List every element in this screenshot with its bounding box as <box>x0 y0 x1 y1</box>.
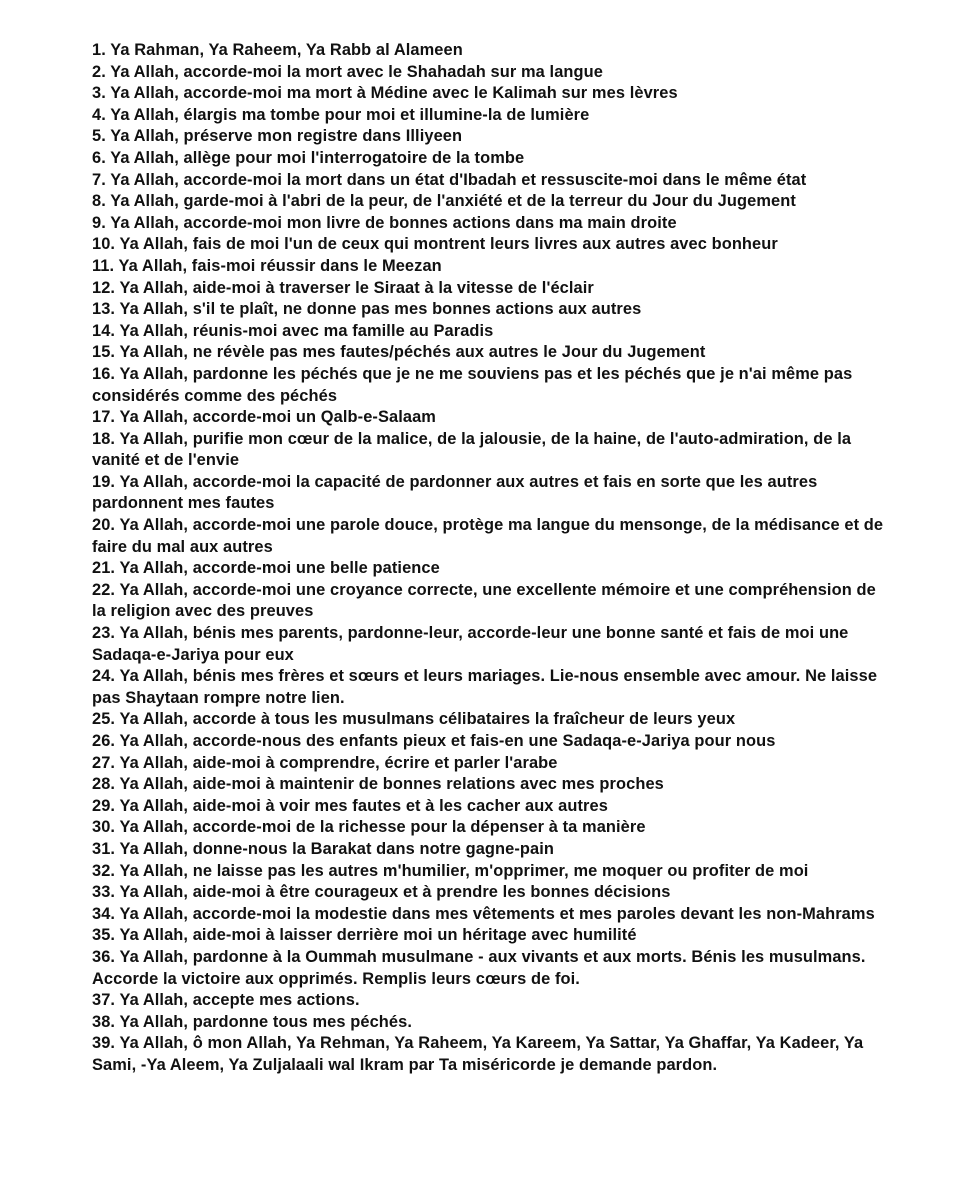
dua-item-17: 17. Ya Allah, accorde-moi un Qalb-e-Salaam <box>92 408 436 427</box>
dua-item-4: 4. Ya Allah, élargis ma tombe pour moi et illumine-la de lumière <box>92 105 590 124</box>
dua-item-18: 18. Ya Allah, purifie mon cœur de la malice, de la jalousie, de la haine, de l'auto-admiration, de la vanité et de l'envie <box>92 429 852 470</box>
dua-item-9: 9. Ya Allah, accorde-moi mon livre de bonnes actions dans ma main droite <box>92 213 677 232</box>
dua-item-19: 19. Ya Allah, accorde-moi la capacité de pardonner aux autres et fais en sorte que les autres pardonnent mes fautes <box>92 472 818 513</box>
dua-item-39: 39. Ya Allah, ô mon Allah, Ya Rehman, Ya Raheem, Ya Kareem, Ya Sattar, Ya Ghaffar, Ya Kadeer, Ya Sami, -Ya Aleem, Ya Zuljalaali wal Ikram par Ta miséricorde je demande pardon. <box>92 1034 864 1074</box>
dua-item-38: 38. Ya Allah, pardonne tous mes péchés. <box>92 1012 412 1031</box>
dua-item-29: 29. Ya Allah, aide-moi à voir mes fautes et à les cacher aux autres <box>92 796 608 815</box>
dua-item-33: 33. Ya Allah, aide-moi à être courageux et à prendre les bonnes décisions <box>92 883 671 902</box>
dua-item-26: 26. Ya Allah, accorde-nous des enfants pieux et fais-en une Sadaqa-e-Jariya pour nous <box>92 732 776 750</box>
dua-item-1: 1. Ya Rahman, Ya Raheem, Ya Rabb al Alameen <box>92 41 463 59</box>
dua-item-2: 2. Ya Allah, accorde-moi la mort avec le Shahadah sur ma langue <box>92 62 603 81</box>
dua-item-22: 22. Ya Allah, accorde-moi une croyance correcte, une excellente mémoire et une compréhension de la religion avec des preuves <box>92 580 876 621</box>
dua-item-37: 37. Ya Allah, accepte mes actions. <box>92 991 360 1010</box>
dua-item-36: 36. Ya Allah, pardonne à la Oummah musulmane - aux vivants et aux morts. Bénis les musulmans. Accorde la victoire aux opprimés. Remplis leurs cœurs de foi. <box>92 947 866 988</box>
dua-item-34: 34. Ya Allah, accorde-moi la modestie dans mes vêtements et mes paroles devant les non-Mahrams <box>92 904 875 923</box>
dua-item-16: 16. Ya Allah, pardonne les péchés que je ne me souviens pas et les péchés que je n'ai même pas considérés comme des péchés <box>92 364 853 405</box>
dua-item-31: 31. Ya Allah, donne-nous la Barakat dans notre gagne-pain <box>92 839 555 858</box>
dua-item-7: 7. Ya Allah, accorde-moi la mort dans un état d'Ibadah et ressuscite-moi dans le même état <box>92 170 807 189</box>
dua-item-14: 14. Ya Allah, réunis-moi avec ma famille au Paradis <box>92 321 494 340</box>
dua-item-5: 5. Ya Allah, préserve mon registre dans Illiyeen <box>92 127 463 146</box>
dua-item-13: 13. Ya Allah, s'il te plaît, ne donne pas mes bonnes actions aux autres <box>92 300 642 319</box>
dua-item-11: 11. Ya Allah, fais-moi réussir dans le Meezan <box>92 256 442 275</box>
dua-item-6: 6. Ya Allah, allège pour moi l'interrogatoire de la tombe <box>92 148 525 167</box>
dua-item-15: 15. Ya Allah, ne révèle pas mes fautes/péchés aux autres le Jour du Jugement <box>92 343 706 362</box>
dua-item-20: 20. Ya Allah, accorde-moi une parole douce, protège ma langue du mensonge, de la médisance et de faire du mal aux autres <box>92 516 884 556</box>
dua-item-28: 28. Ya Allah, aide-moi à maintenir de bonnes relations avec mes proches <box>92 775 664 794</box>
dua-item-27: 27. Ya Allah, aide-moi à comprendre, écrire et parler l'arabe <box>92 753 558 772</box>
dua-item-12: 12. Ya Allah, aide-moi à traverser le Siraat à la vitesse de l'éclair <box>92 278 594 297</box>
dua-item-8: 8. Ya Allah, garde-moi à l'abri de la peur, de l'anxiété et de la terreur du Jour du Jugement <box>92 192 796 211</box>
dua-item-30: 30. Ya Allah, accorde-moi de la richesse pour la dépenser à ta manière <box>92 818 646 837</box>
dua-item-21: 21. Ya Allah, accorde-moi une belle patience <box>92 559 440 578</box>
dua-item-23: 23. Ya Allah, bénis mes parents, pardonne-leur, accorde-leur une bonne santé et fais de moi une Sadaqa-e-Jariya pour eux <box>92 624 849 664</box>
dua-item-35: 35. Ya Allah, aide-moi à laisser derrière moi un héritage avec humilité <box>92 926 637 945</box>
dua-item-32: 32. Ya Allah, ne laisse pas les autres m'humilier, m'opprimer, me moquer ou profiter de moi <box>92 861 809 880</box>
dua-item-10: 10. Ya Allah, fais de moi l'un de ceux qui montrent leurs livres aux autres avec bonheur <box>92 235 778 254</box>
dua-item-3: 3. Ya Allah, accorde-moi ma mort à Médine avec le Kalimah sur mes lèvres <box>92 84 678 103</box>
dua-item-24: 24. Ya Allah, bénis mes frères et sœurs et leurs mariages. Lie-nous ensemble avec amour. Ne laisse pas Shaytaan rompre notre lien. <box>92 667 878 707</box>
dua-list <box>92 40 892 1077</box>
dua-item-25: 25. Ya Allah, accorde à tous les musulmans célibataires la fraîcheur de leurs yeux <box>92 710 736 729</box>
